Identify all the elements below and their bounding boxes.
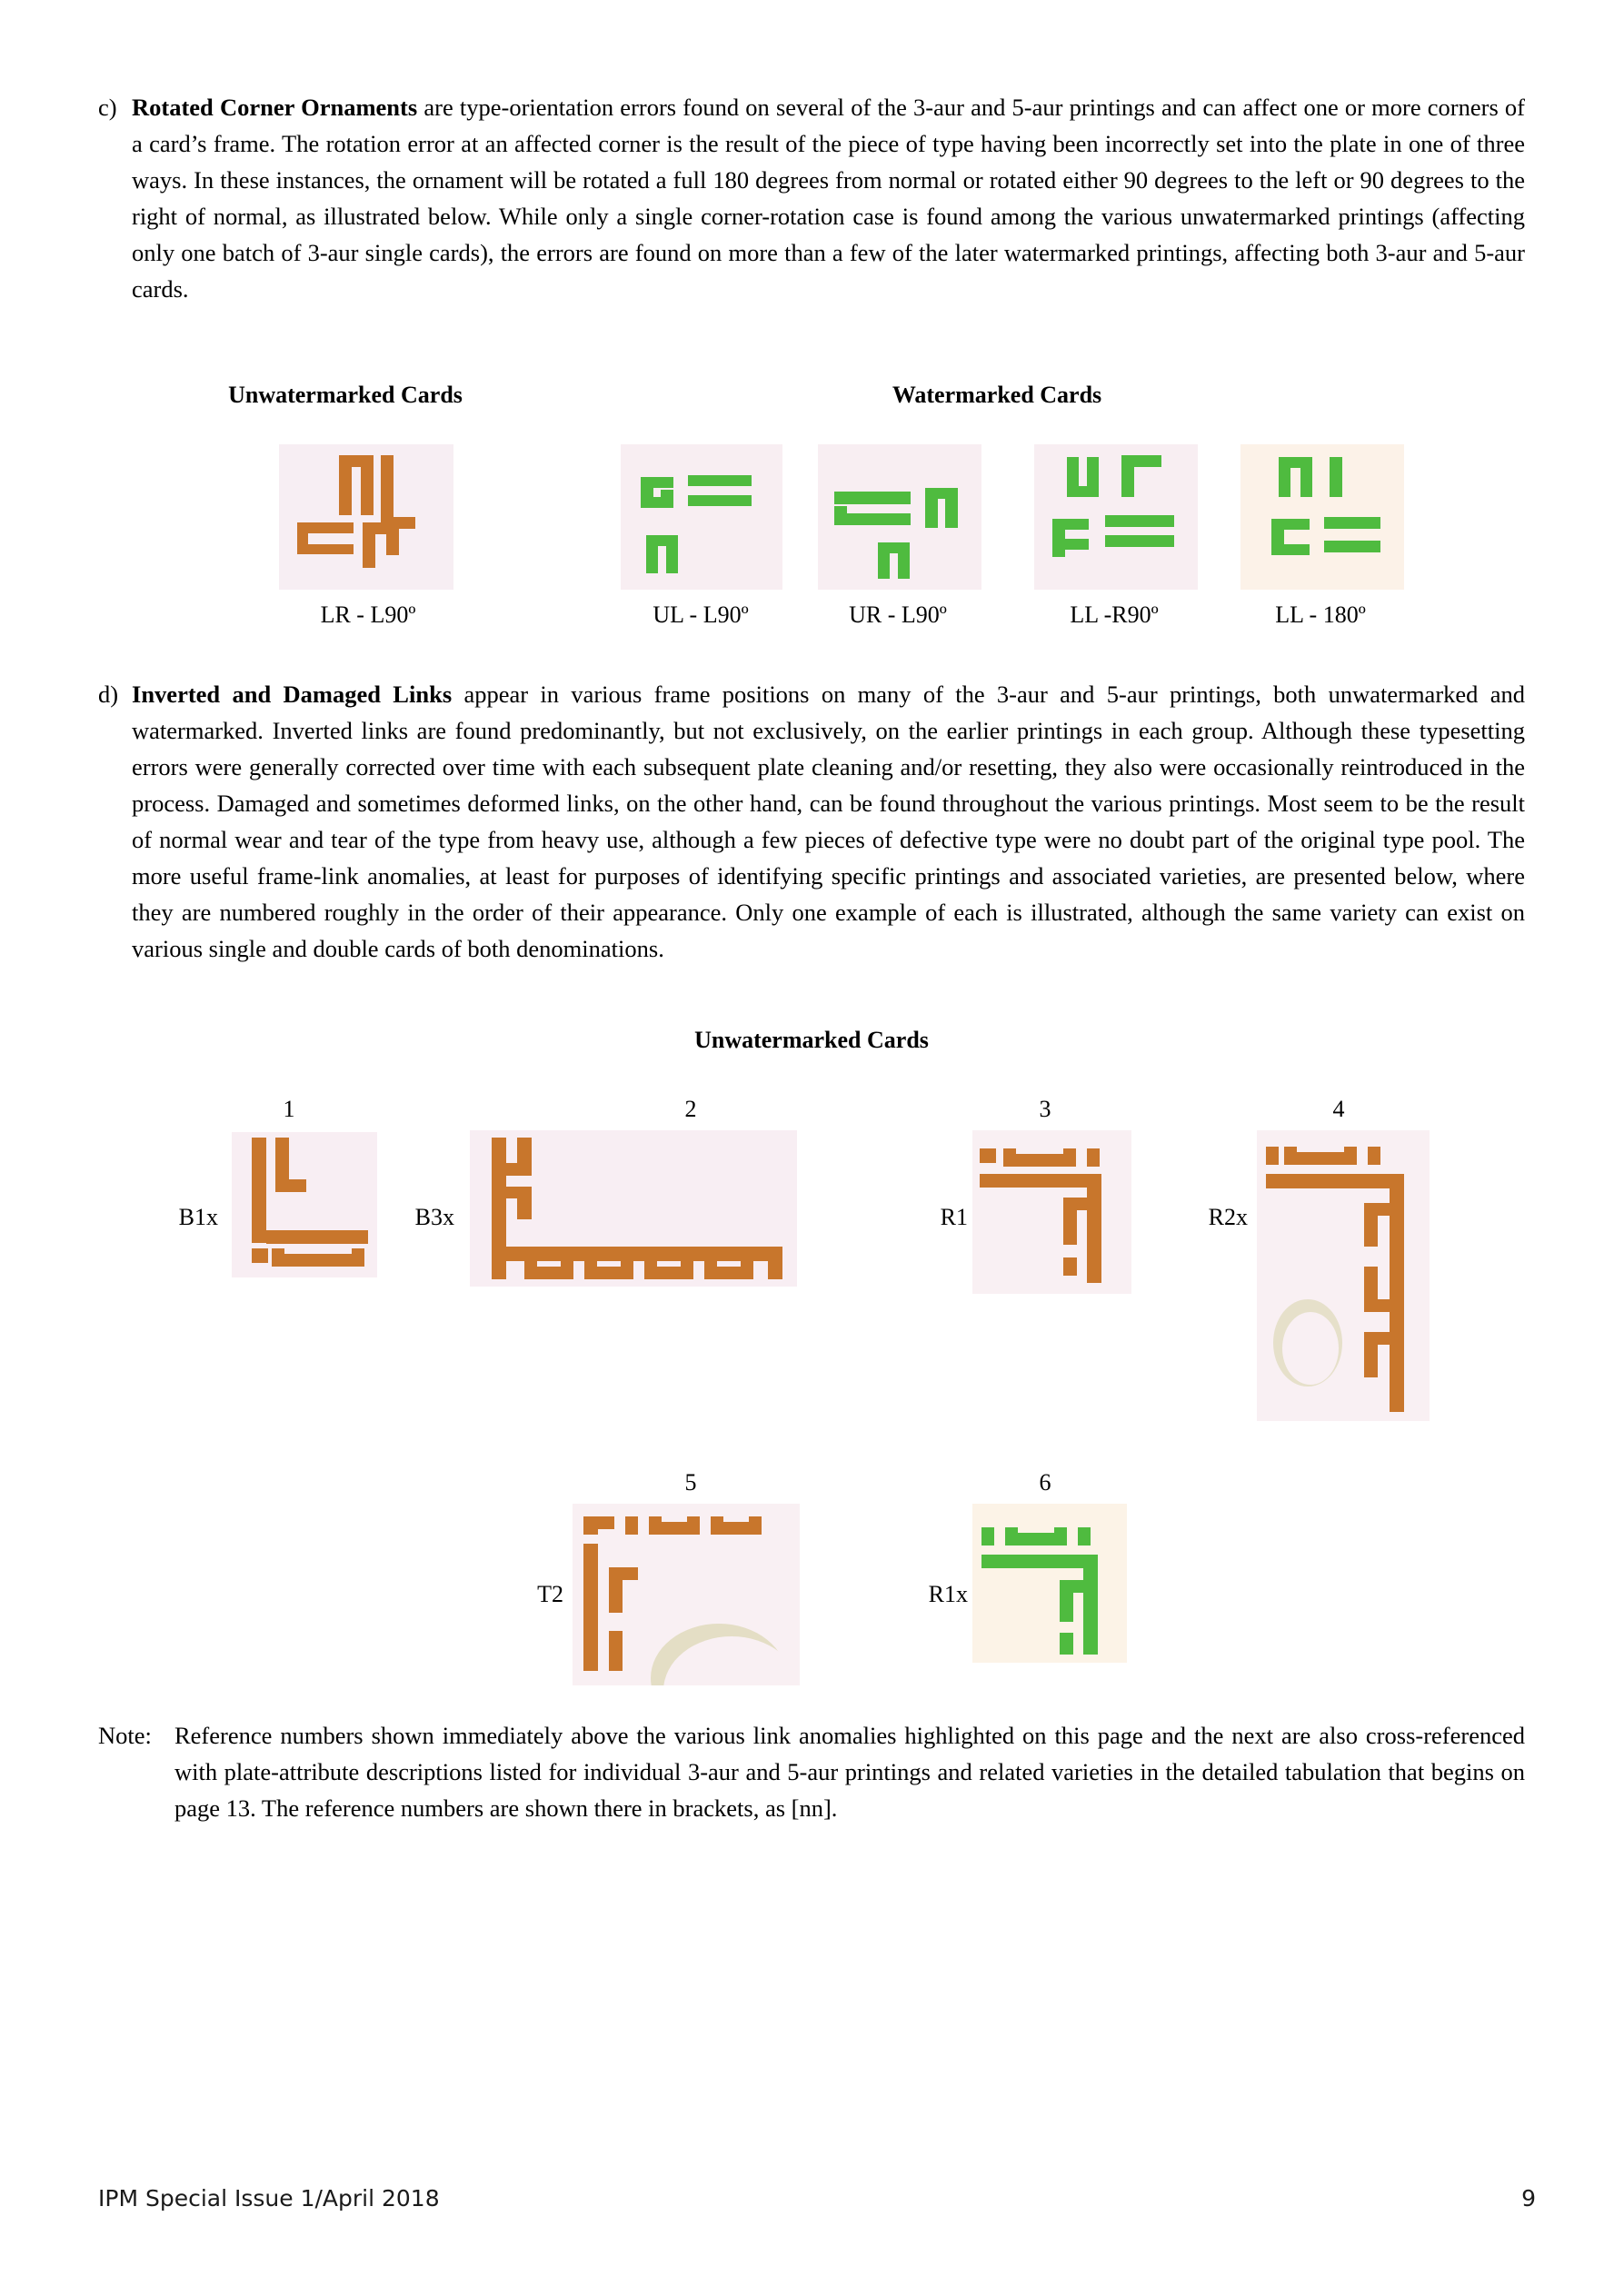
- link-number-6: 6: [1039, 1469, 1051, 1496]
- paragraph-d-lead: Inverted and Damaged Links: [132, 681, 453, 708]
- link-swatch-b1x: [232, 1132, 377, 1277]
- link-label-b1x: B1x: [178, 1204, 218, 1230]
- link-label-r1: R1: [940, 1204, 968, 1230]
- note-label: Note:: [98, 1722, 152, 1749]
- link-swatch-r1x: [972, 1504, 1127, 1663]
- ornament-swatch-ur-l90: [818, 444, 981, 590]
- paragraph-d-marker: d): [98, 681, 119, 708]
- note-text: Reference numbers shown immediately above the various link anomalies highlighted on this page and the next are also cross-referenced with plate-attribute descriptions listed for individual 3-aur and 5-aur printings and related varieties in the detailed tabulation that begins on page 13. The reference numbers are shown there in brackets, as [nn].: [174, 1722, 1525, 1822]
- ornament-caption-2: UR - L90º: [849, 601, 947, 628]
- ornament-caption-3: LL -R90º: [1070, 601, 1159, 628]
- ornament-swatch-lr-l90: [279, 444, 453, 590]
- ornament-swatch-ll-180: [1240, 444, 1404, 590]
- link-swatch-r2x: [1257, 1130, 1430, 1421]
- link-number-4: 4: [1332, 1096, 1345, 1122]
- ornament-caption-4: LL - 180º: [1275, 601, 1366, 628]
- footer-issue: IPM Special Issue 1/April 2018: [98, 2185, 440, 2212]
- link-number-3: 3: [1039, 1096, 1051, 1122]
- link-number-1: 1: [283, 1096, 295, 1122]
- ornament-swatch-ll-r90: [1034, 444, 1198, 590]
- link-label-t2: T2: [537, 1581, 563, 1607]
- footer-page-number: 9: [1521, 2185, 1536, 2212]
- paragraph-c-marker: c): [98, 94, 117, 121]
- paragraph-c: [132, 89, 1525, 307]
- link-swatch-b3x: [470, 1130, 797, 1287]
- ornaments-heading-unwatermarked: Unwatermarked Cards: [228, 382, 463, 408]
- paragraph-c-lead: Rotated Corner Ornaments: [132, 94, 418, 121]
- ornament-swatch-ul-l90: [621, 444, 782, 590]
- paragraph-d: [132, 676, 1525, 967]
- link-label-r1x: R1x: [928, 1581, 968, 1607]
- links-heading-unwatermarked: Unwatermarked Cards: [694, 1027, 929, 1053]
- paragraph-d-body: appear in various frame positions on many of the 3-aur and 5-aur printings, both unwatermarked and watermarked. Inverted links are found predominantly, but not exclusively, on the earlier printings in each group. Although these typesetting errors were generally corrected over time with each subsequent plate cleaning and/or resetting, they also were occasionally reintroduced in the process. Damaged and sometimes deformed links, on the other hand, can be found throughout the various printings. Most seem to be the result of normal wear and tear of the type from heavy use, although a few pieces of defective type were no doubt part of the original type pool. The more useful frame-link anomalies, at least for purposes of identifying specific printings and associated varieties, are presented below, where they are numbered roughly in the order of their appearance. Only one example of each is illustrated, although the same variety can exist on various single and double cards of both denominations.: [132, 681, 1525, 962]
- link-swatch-t2: [573, 1504, 800, 1685]
- ornament-caption-1: UL - L90º: [653, 601, 749, 628]
- ornaments-heading-watermarked: Watermarked Cards: [892, 382, 1102, 408]
- link-number-2: 2: [684, 1096, 697, 1122]
- paragraph-c-body: are type-orientation errors found on several of the 3-aur and 5-aur printings and can affect one or more corners of a card’s frame. The rotation error at an affected corner is the result of the piece of type having been incorrectly set into the plate in one of three ways. In these instances, the ornament will be rotated a full 180 degrees from normal or rotated either 90 degrees to the left or 90 degrees to the right of normal, as illustrated below. While only a single corner-rotation case is found among the various unwatermarked printings (affecting only one batch of 3-aur single cards), the errors are found on more than a few of the later watermarked printings, affecting both 3-aur and 5-aur cards.: [132, 94, 1526, 303]
- link-number-5: 5: [684, 1469, 697, 1496]
- link-label-b3x: B3x: [414, 1204, 454, 1230]
- link-swatch-r1: [972, 1130, 1131, 1294]
- link-label-r2x: R2x: [1208, 1204, 1248, 1230]
- ornament-caption-0: LR - L90º: [320, 601, 416, 628]
